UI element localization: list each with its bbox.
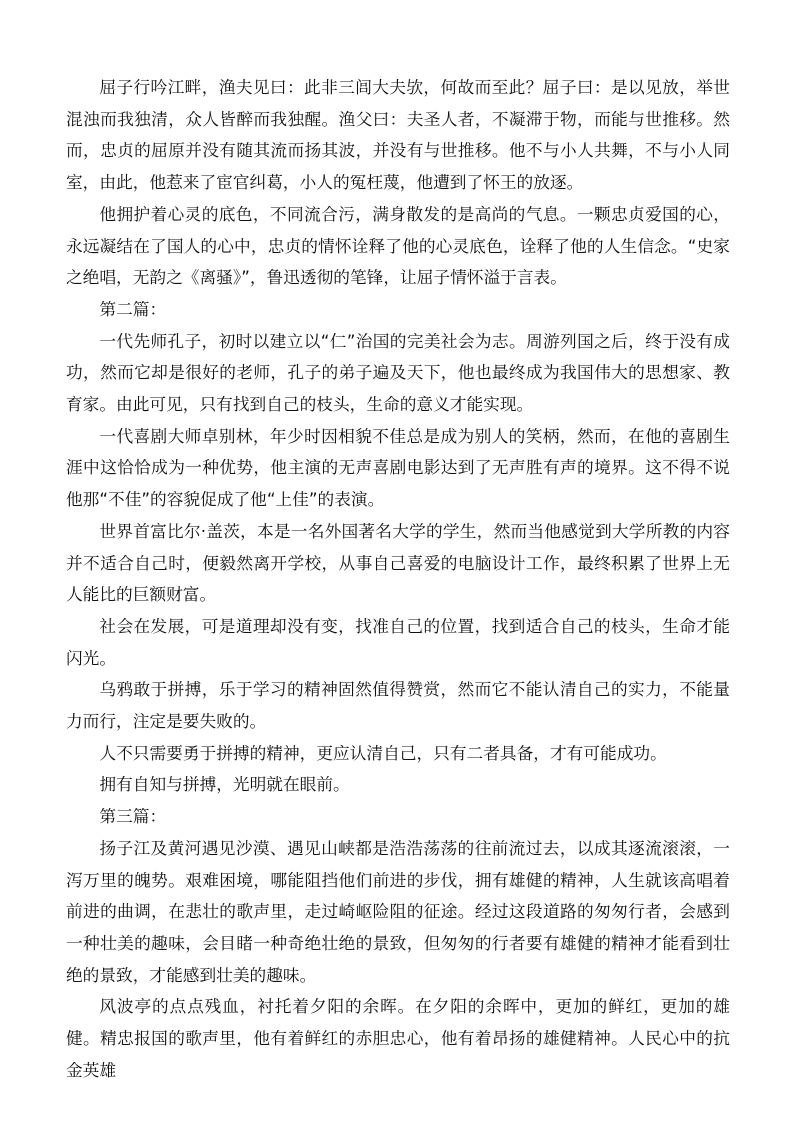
paragraph-3: 一代先师孔子，初时以建立以“仁”治国的完美社会为志。周游列国之后，终于没有成功，然而它却是很好的老师，孔子的弟子遍及天下，他也最终成为我国伟大的思想家、教育家。由此可见，只有找到自己的枝头，生命的意义才能实现。 [66, 330, 730, 415]
paragraph-5: 世界首富比尔·盖茨，本是一名外国著名大学的学生，然而当他感觉到大学所教的内容并不适合自己时，便毅然离开学校，从事自己喜爱的电脑设计工作，最终积累了世界上无人能比的巨额财富。 [66, 520, 730, 605]
paragraph-6: 社会在发展，可是道理却没有变，找准自己的位置，找到适合自己的枝头，生命才能闪光。 [66, 615, 730, 668]
paragraph-4: 一代喜剧大师卓别林，年少时因相貌不佳总是成为别人的笑柄，然而，在他的喜剧生涯中这恰恰成为一种优势，他主演的无声喜剧电影达到了无声胜有声的境界。这不得不说他那“不佳”的容貌促成了他“上佳”的表演。 [66, 425, 730, 510]
paragraph-7: 乌鸦敢于拼搏，乐于学习的精神固然值得赞赏，然而它不能认清自己的实力，不能量力而行，注定是要失败的。 [66, 679, 730, 732]
section-heading-3: 第三篇： [99, 806, 167, 827]
paragraph-10: 扬子江及黄河遇见沙漠、遇见山峡都是浩浩荡荡的往前流过去，以成其逐流滚滚，一泻万里的魄势。艰难困境，哪能阻挡他们前进的步伐，拥有雄健的精神，人生就该高唱着前进的曲调，在悲壮的歌声里，走过崎岖险阻的征途。经过这段道路的匆匆行者，会感到一种壮美的趣味，会目睹一种奇绝壮绝的景致，但匆匆的行者要有雄健的精神才能看到壮绝的景致，才能感到壮美的趣味。 [66, 837, 730, 985]
paragraph-11: 风波亭的点点残血，衬托着夕阳的余晖。在夕阳的余晖中，更加的鲜红，更加的雄健。精忠报国的歌声里，他有着鲜红的赤胆忠心，他有着昂扬的雄健精神。人民心中的抗金英雄 [66, 996, 730, 1080]
paragraph-9: 拥有自知与拼搏，光明就在眼前。 [99, 774, 350, 795]
paragraph-1: 屈子行吟江畔，渔夫见曰：此非三闾大夫欤，何故而至此？屈子曰：是以见放，举世混浊而我独清，众人皆醉而我独醒。渔父曰：夫圣人者，不凝滞于物，而能与世推移。然而，忠贞的屈原并没有随其流而扬其波，并没有与世推移。他不与小人共舞，不与小人同室，由此，他惹来了宦官纠葛，小人的冤枉蔑，他遭到了怀王的放逐。 [66, 77, 730, 193]
paragraph-2: 他拥护着心灵的底色，不同流合污，满身散发的是高尚的气息。一颗忠贞爱国的心，永远凝结在了国人的心中，忠贞的情怀诠释了他的心灵底色，诠释了他的人生信念。“史家之绝唱，无韵之《离骚》”，鲁迅透彻的笔锋，让屈子情怀溢于言表。 [66, 203, 730, 288]
paragraph-8: 人不只需要勇于拼搏的精神，更应认清自己，只有二者具备，才有可能成功。 [99, 742, 667, 763]
document-body [66, 72, 730, 1087]
section-heading-2: 第二篇： [99, 298, 167, 319]
